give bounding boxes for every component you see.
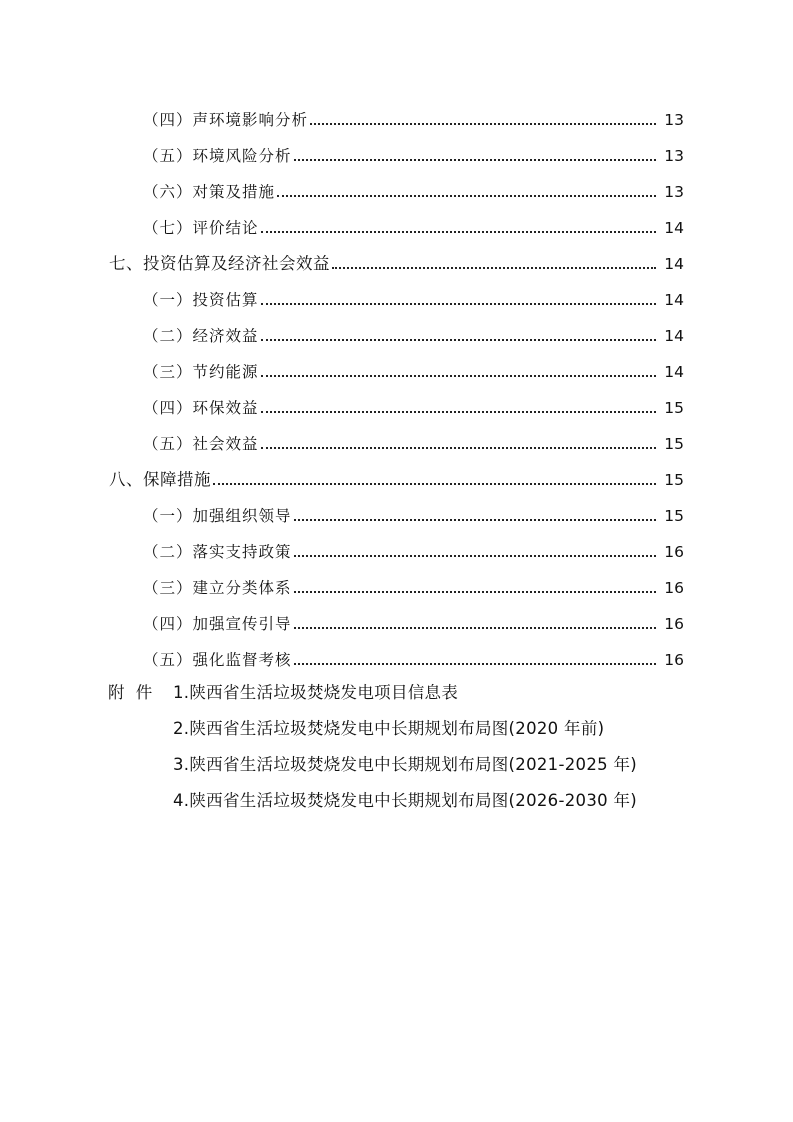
toc-entry-page: 14 [664, 363, 684, 381]
toc-entry-label: （四）环保效益 [143, 399, 259, 417]
toc-leader-dots [294, 159, 656, 161]
toc-entry[interactable] [0, 500, 793, 526]
toc-entry[interactable] [0, 284, 793, 310]
toc-entry-label: （六）对策及措施 [143, 183, 276, 201]
toc-entry-page: 13 [664, 183, 684, 201]
toc-leader-dots [261, 231, 656, 233]
toc-entry-page: 15 [664, 507, 684, 525]
toc-entry-label: （七）评价结论 [143, 219, 259, 237]
toc-entry-label: （四）加强宣传引导 [143, 615, 292, 633]
toc-entry-page: 14 [664, 327, 684, 345]
toc-entry[interactable] [0, 536, 793, 562]
toc-leader-dots [294, 591, 656, 593]
toc-entry[interactable] [0, 644, 793, 670]
toc-entry-label: （一）投资估算 [143, 291, 259, 309]
toc-leader-dots [261, 375, 656, 377]
toc-entry-label: （五）强化监督考核 [143, 651, 292, 669]
toc-entry-page: 15 [664, 399, 684, 417]
toc-entry-page: 13 [664, 111, 684, 129]
toc-entry-label: （二）落实支持政策 [143, 543, 292, 561]
toc-entry[interactable] [0, 140, 793, 166]
toc-entry[interactable] [0, 572, 793, 598]
toc-leader-dots [261, 303, 656, 305]
attachment-item[interactable]: 1.陕西省生活垃圾焚烧发电项目信息表 [173, 683, 459, 702]
toc-entry-page: 16 [664, 543, 684, 561]
attachments-heading: 附 件 [108, 683, 156, 702]
toc-entry-page: 13 [664, 147, 684, 165]
toc-entry-page: 14 [664, 219, 684, 237]
toc-entry-page: 15 [664, 435, 684, 453]
toc-entry-page: 16 [664, 651, 684, 669]
toc-entry-page: 15 [664, 471, 684, 489]
toc-entry-label: 八、保障措施 [109, 470, 211, 489]
toc-leader-dots [294, 627, 656, 629]
toc-leader-dots [261, 447, 656, 449]
toc-entry-page: 14 [664, 255, 684, 273]
toc-leader-dots [261, 411, 656, 413]
toc-entry[interactable] [0, 428, 793, 454]
toc-leader-dots [294, 555, 656, 557]
toc-entry[interactable] [0, 104, 793, 130]
toc-entry[interactable] [0, 356, 793, 382]
toc-leader-dots [310, 123, 656, 125]
attachment-item[interactable]: 2.陕西省生活垃圾焚烧发电中长期规划布局图(2020 年前) [173, 719, 605, 738]
toc-entry-label: （三）节约能源 [143, 363, 259, 381]
toc-entry[interactable] [0, 320, 793, 346]
toc-entry-page: 16 [664, 615, 684, 633]
toc-section-entry[interactable] [0, 248, 793, 274]
toc-entry-label: （五）环境风险分析 [143, 147, 292, 165]
toc-entry-label: （一）加强组织领导 [143, 507, 292, 525]
toc-leader-dots [277, 195, 656, 197]
toc-entry-label: （四）声环境影响分析 [143, 111, 309, 129]
toc-leader-dots [332, 267, 656, 269]
toc-entry[interactable] [0, 212, 793, 238]
toc-entry-label: 七、投资估算及经济社会效益 [109, 254, 330, 273]
toc-entry-label: （二）经济效益 [143, 327, 259, 345]
attachment-item[interactable]: 3.陕西省生活垃圾焚烧发电中长期规划布局图(2021-2025 年) [173, 755, 637, 774]
toc-leader-dots [213, 483, 656, 485]
toc-section-entry[interactable] [0, 464, 793, 490]
toc-entry-label: （五）社会效益 [143, 435, 259, 453]
toc-leader-dots [261, 339, 656, 341]
toc-entry-page: 16 [664, 579, 684, 597]
toc-leader-dots [294, 519, 656, 521]
toc-leader-dots [294, 663, 656, 665]
toc-entry-label: （三）建立分类体系 [143, 579, 292, 597]
toc-entry-page: 14 [664, 291, 684, 309]
toc-entry[interactable] [0, 176, 793, 202]
toc-entry[interactable] [0, 392, 793, 418]
toc-entry[interactable] [0, 608, 793, 634]
attachment-item[interactable]: 4.陕西省生活垃圾焚烧发电中长期规划布局图(2026-2030 年) [173, 791, 637, 810]
